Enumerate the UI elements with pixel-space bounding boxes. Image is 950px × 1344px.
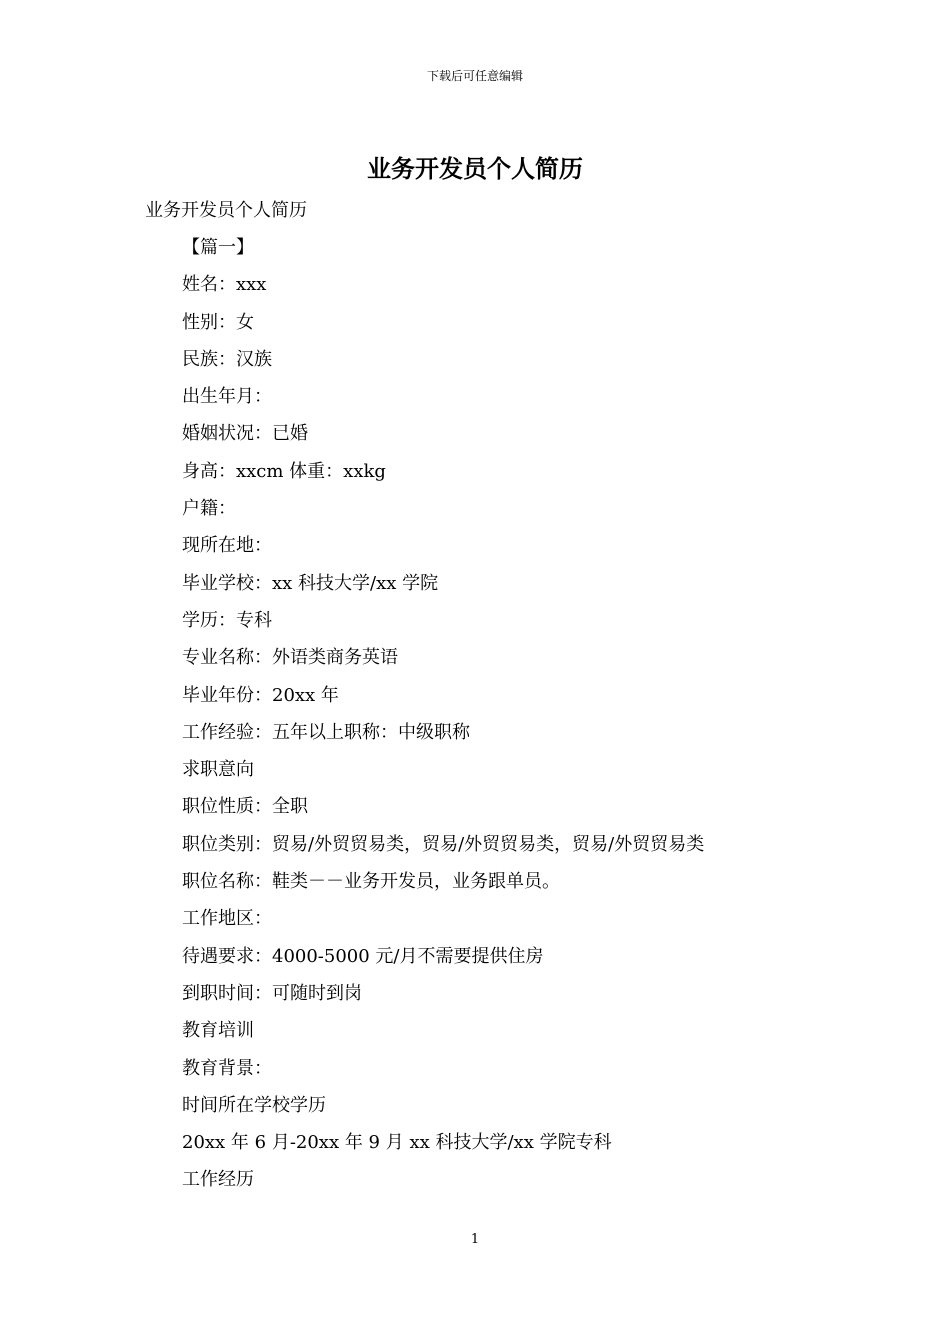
page-number: 1	[470, 1232, 480, 1247]
field-job-type: 职位性质：全职	[182, 796, 308, 818]
field-education-background: 教育背景：	[182, 1057, 272, 1079]
resume-content	[182, 235, 882, 1205]
education-table-header: 时间所在学校学历	[182, 1094, 326, 1116]
field-major: 专业名称：外语类商务英语	[182, 647, 398, 669]
field-birth-date: 出生年月：	[182, 386, 272, 408]
field-start-time: 到职时间：可随时到岗	[182, 982, 362, 1004]
field-salary-requirement: 待遇要求：4000-5000 元/月不需要提供住房	[182, 945, 544, 967]
field-job-title: 职位名称：鞋类－－业务开发员，业务跟单员。	[182, 871, 560, 893]
education-entry: 20xx 年 6 月-20xx 年 9 月 xx 科技大学/xx 学院专科	[182, 1132, 612, 1154]
section-education-training: 教育培训	[182, 1020, 254, 1042]
field-graduation-school: 毕业学校：xx 科技大学/xx 学院	[182, 572, 439, 594]
field-height-weight: 身高：xxcm 体重：xxkg	[182, 460, 386, 482]
field-work-area: 工作地区：	[182, 908, 272, 930]
field-marital-status: 婚姻状况：已婚	[182, 423, 308, 445]
page-header-note: 下载后可任意编辑	[426, 69, 523, 83]
field-ethnicity: 民族：汉族	[182, 348, 272, 370]
section-job-intention: 求职意向	[182, 759, 254, 781]
field-gender: 性别：女	[182, 311, 254, 333]
field-graduation-year: 毕业年份：20xx 年	[182, 684, 339, 706]
field-education-level: 学历：专科	[182, 609, 272, 631]
document-title: 业务开发员个人简历	[367, 154, 583, 183]
field-work-experience: 工作经验：五年以上职称：中级职称	[182, 721, 470, 743]
field-current-location: 现所在地：	[182, 535, 272, 557]
field-household-registration: 户籍：	[182, 498, 236, 520]
field-name: 姓名：xxx	[182, 274, 267, 296]
document-subtitle: 业务开发员个人简历	[145, 200, 307, 221]
section-marker-part-one: 【篇一】	[182, 237, 254, 258]
section-work-history: 工作经历	[182, 1169, 254, 1191]
field-job-category: 职位类别：贸易/外贸贸易类，贸易/外贸贸易类，贸易/外贸贸易类	[182, 833, 705, 855]
